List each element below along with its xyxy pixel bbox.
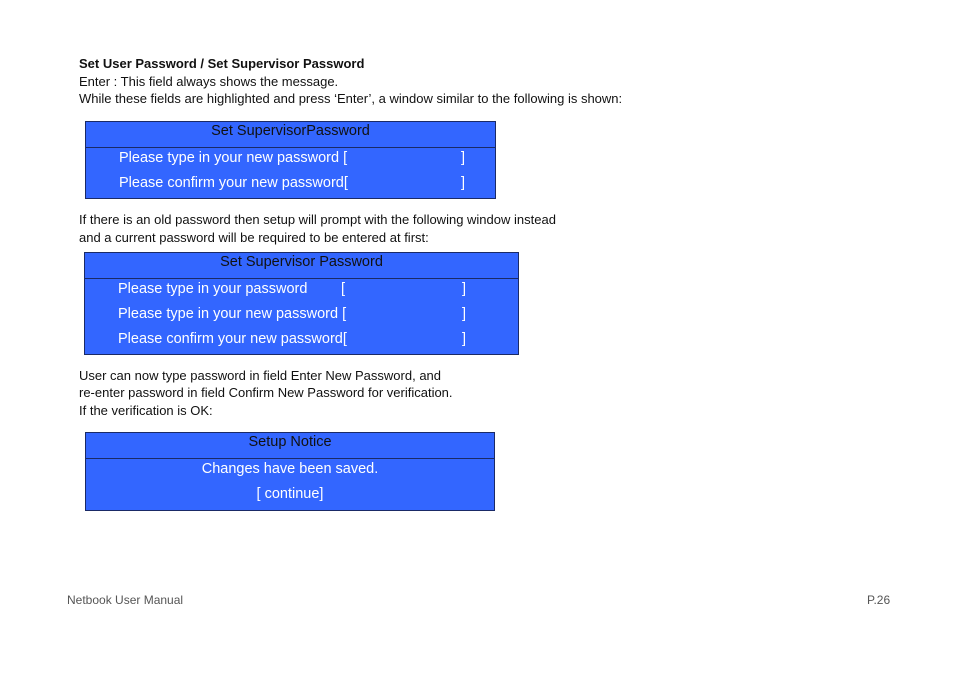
old-password-description: If there is an old password then setup will prompt with the following window instead [79,212,556,227]
section-heading: Set User Password / Set Supervisor Password [79,56,365,71]
current-password-field-start: [ [341,281,346,297]
dialog-title: Set SupervisorPassword [86,122,495,148]
dialog-title: Set Supervisor Password [85,253,518,279]
type-password-description: User can now type password in field Enter New Password, and [79,368,442,383]
new-password-row[interactable] [85,304,518,329]
confirm-password-row[interactable] [85,329,518,354]
confirm-password-field-end: ] [462,331,467,347]
new-password-field-end: ] [461,150,466,166]
dialog-title: Setup Notice [86,433,494,459]
current-password-description: and a current password will be required to be entered at first: [79,230,429,245]
set-supervisor-password-dialog-with-old [84,252,519,355]
continue-button[interactable]: [ continue] [256,486,324,502]
changes-saved-message: Changes have been saved. [201,461,379,477]
verification-ok-description: If the verification is OK: [79,403,213,418]
setup-notice-dialog [85,432,495,511]
new-password-field-end: ] [462,306,467,322]
current-password-row[interactable] [85,279,518,304]
new-password-label: Please type in your new password [ [119,150,348,166]
enter-description: Enter : This field always shows the message. [79,74,339,89]
confirm-password-field-end: ] [461,175,466,191]
current-password-label: Please type in your password [118,281,308,297]
current-password-field-end: ] [462,281,467,297]
new-password-label: Please type in your new password [ [118,306,347,322]
page-number: P.26 [867,593,891,607]
confirm-password-label: Please confirm your new password[ [119,175,348,191]
new-password-row[interactable] [86,148,495,173]
manual-name: Netbook User Manual [67,593,184,607]
confirm-password-label: Please confirm your new password[ [118,331,347,347]
confirm-password-row[interactable] [86,173,495,198]
window-description: While these fields are highlighted and press ‘Enter’, a window similar to the following is shown: [79,91,623,106]
set-supervisor-password-dialog [85,121,496,199]
reenter-password-description: re-enter password in field Confirm New Password for verification. [79,385,453,400]
